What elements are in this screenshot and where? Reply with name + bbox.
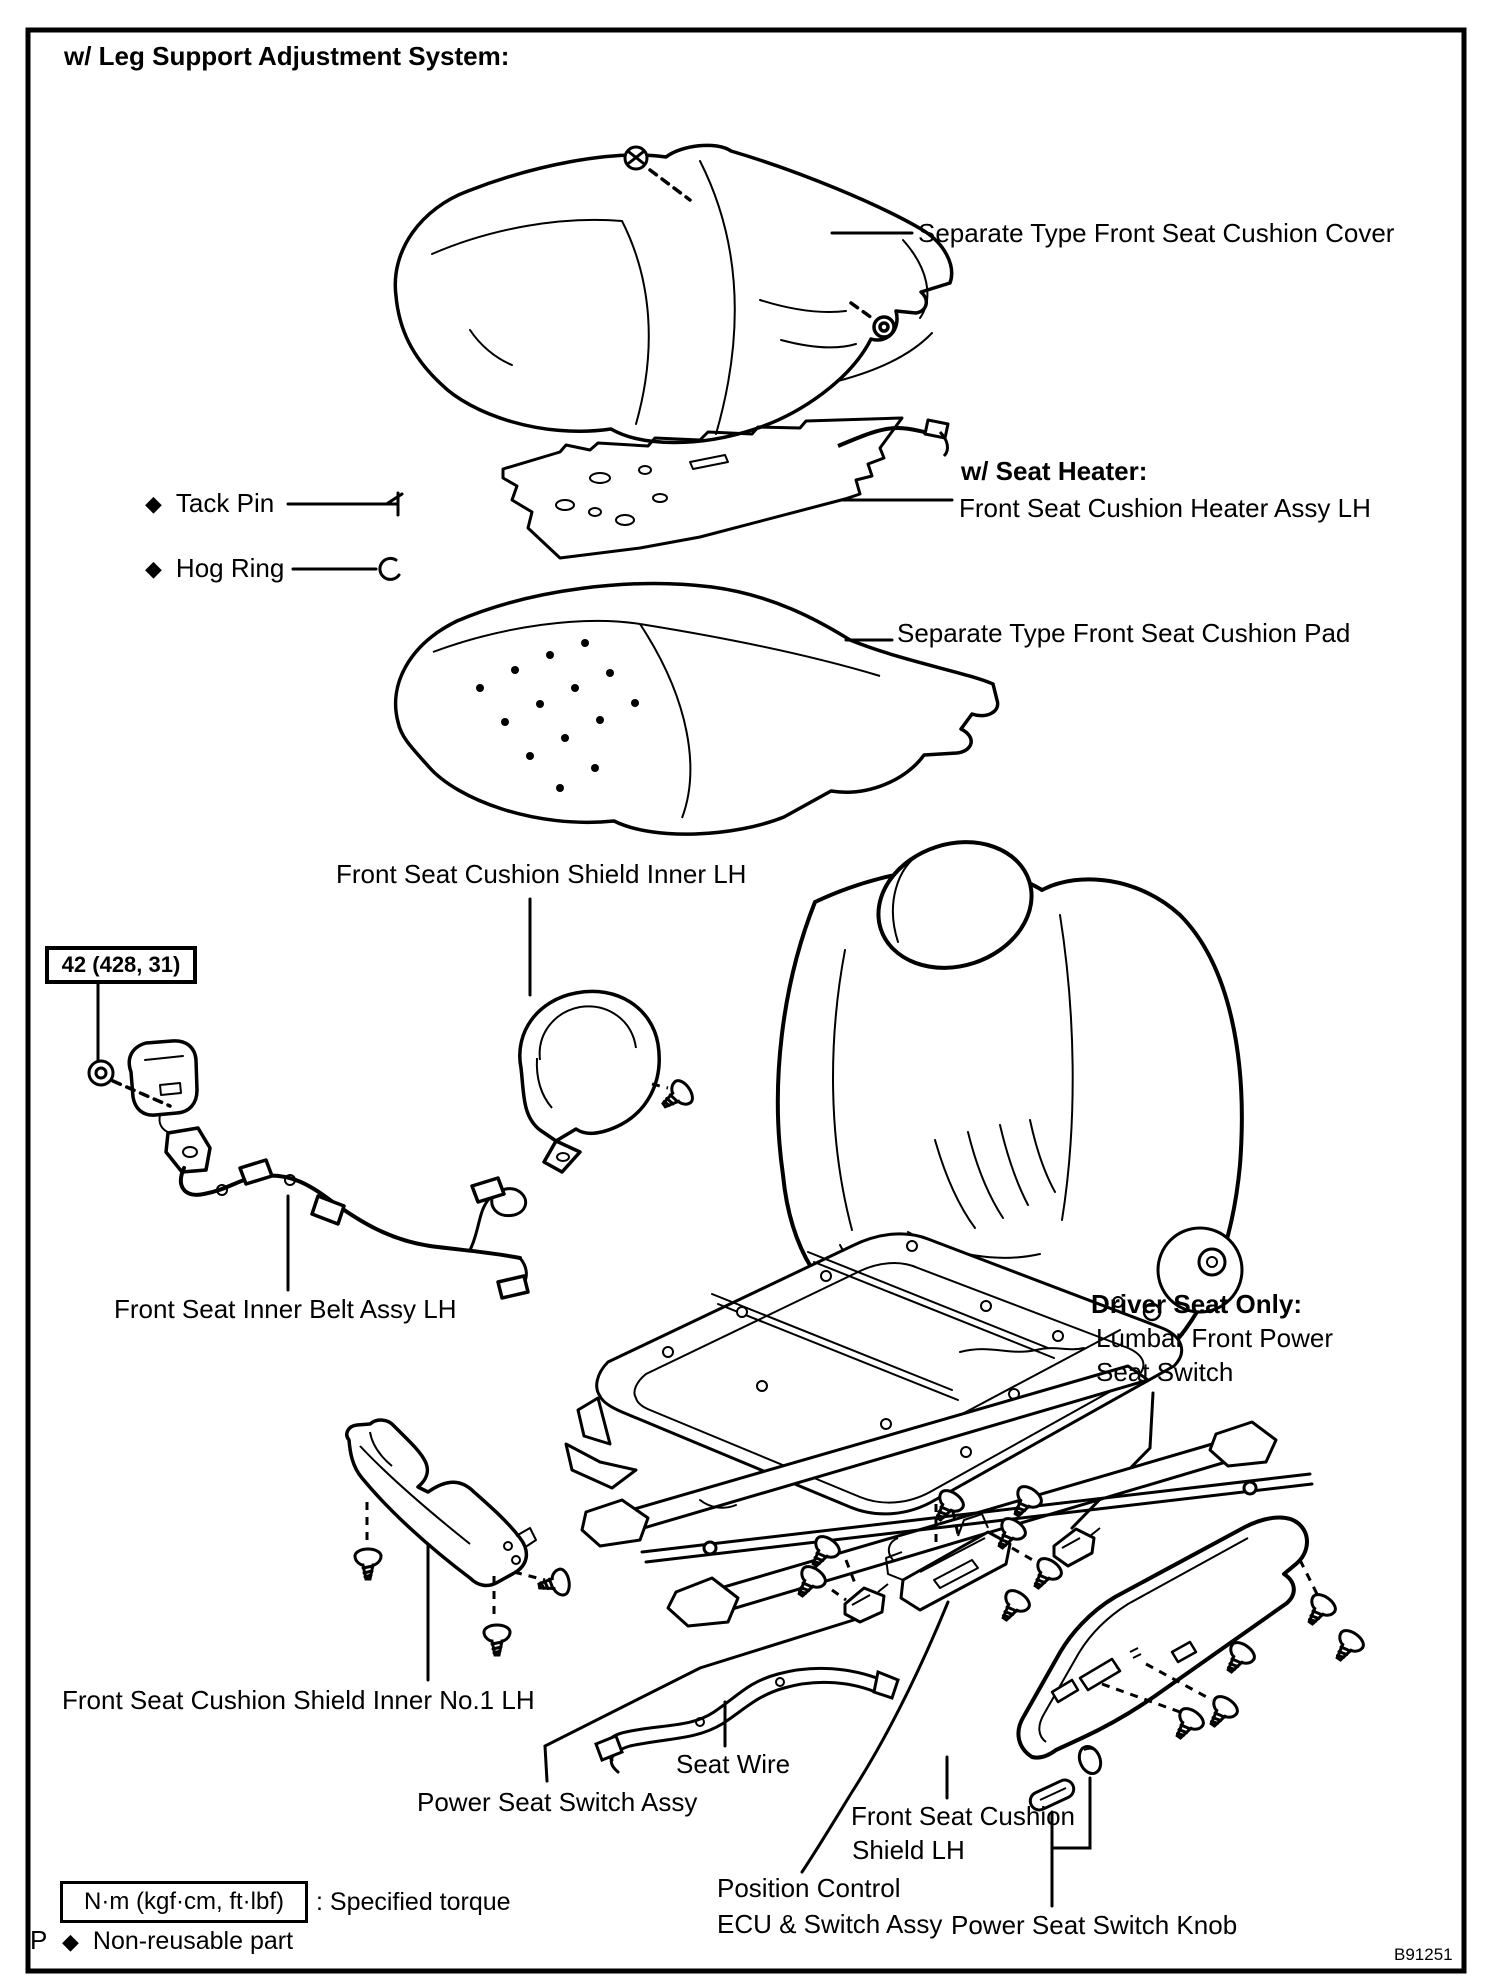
shield-lh-screw-4 xyxy=(1300,1591,1339,1630)
label-position-control-2: ECU & Switch Assy xyxy=(717,1909,943,1939)
page-marker: P xyxy=(30,1925,48,1955)
lumbar-switch xyxy=(1054,1529,1094,1566)
label-hog-ring: Hog Ring xyxy=(175,553,285,583)
legend-hog-ring xyxy=(145,552,284,585)
legend-non-reusable xyxy=(62,1926,293,1957)
shield-lh-screw-5 xyxy=(1328,1627,1367,1666)
label-seat-wire: Seat Wire xyxy=(676,1749,791,1779)
figure-border xyxy=(28,30,1464,1971)
hog-ring-symbol xyxy=(293,558,399,579)
label-seat-heater-heading: w/ Seat Heater: xyxy=(961,456,1148,486)
label-cushion-shield-1: Front Seat Cushion xyxy=(851,1801,1076,1831)
label-cushion-shield-2: Shield LH xyxy=(852,1835,965,1865)
torque-units-box: N·m (kgf·cm, ft·lbf) xyxy=(60,1881,308,1923)
label-cushion-pad: Separate Type Front Seat Cushion Pad xyxy=(897,618,1351,648)
label-inner-belt: Front Seat Inner Belt Assy LH xyxy=(114,1294,457,1324)
shield-lh-screw-2 xyxy=(1202,1693,1241,1732)
label-power-seat-switch-assy: Power Seat Switch Assy xyxy=(417,1787,698,1817)
tack-pin-dots xyxy=(476,639,639,792)
shield-inner-screw xyxy=(657,1077,696,1116)
legend-non-reusable-text: Non-reusable part xyxy=(92,1927,294,1955)
figure-code: B91251 xyxy=(1394,1945,1453,1964)
shield-inner-lh-drawing xyxy=(520,991,668,1172)
tack-pin-symbol xyxy=(288,493,402,515)
label-position-control-1: Position Control xyxy=(717,1873,901,1903)
legend-torque-caption: : Specified torque xyxy=(316,1888,511,1916)
ecu-screw-5 xyxy=(994,1587,1033,1626)
label-tack-pin: Tack Pin xyxy=(175,488,275,518)
shield-no1-screw-2 xyxy=(484,1625,510,1655)
figure-title: w/ Leg Support Adjustment System: xyxy=(64,41,510,71)
label-cushion-cover: Separate Type Front Seat Cushion Cover xyxy=(918,218,1395,248)
cover-clip-fastener xyxy=(625,147,647,169)
label-lumbar-switch-1: Lumbar Front Power xyxy=(1096,1323,1333,1353)
label-heater-assy: Front Seat Cushion Heater Assy LH xyxy=(959,493,1371,523)
shield-no1-screw-1 xyxy=(355,1549,381,1579)
label-power-seat-switch-knob: Power Seat Switch Knob xyxy=(951,1910,1238,1940)
power-seat-switch xyxy=(845,1588,884,1622)
shield-no1-bolt xyxy=(537,1568,571,1599)
label-shield-inner: Front Seat Cushion Shield Inner LH xyxy=(336,859,747,889)
label-shield-inner-no1: Front Seat Cushion Shield Inner No.1 LH xyxy=(62,1685,535,1715)
heater-assy-drawing xyxy=(503,418,948,558)
label-lumbar-switch-2: Seat Switch xyxy=(1096,1357,1234,1387)
shield-inner-no1-drawing xyxy=(347,1420,545,1616)
label-driver-seat-heading: Driver Seat Only: xyxy=(1091,1289,1302,1319)
non-reusable-diamond-icon: ◆ xyxy=(145,555,162,581)
non-reusable-diamond-icon: ◆ xyxy=(145,490,162,516)
torque-spec-box: 42 (428, 31) xyxy=(45,946,197,984)
cushion-cover-drawing xyxy=(395,145,951,442)
belt-buckle xyxy=(129,1041,197,1115)
inner-belt-drawing xyxy=(113,1041,528,1298)
legend-tack-pin xyxy=(145,487,274,520)
belt-anchor-nut xyxy=(89,1061,113,1085)
non-reusable-diamond-icon: ◆ xyxy=(62,1928,79,1954)
